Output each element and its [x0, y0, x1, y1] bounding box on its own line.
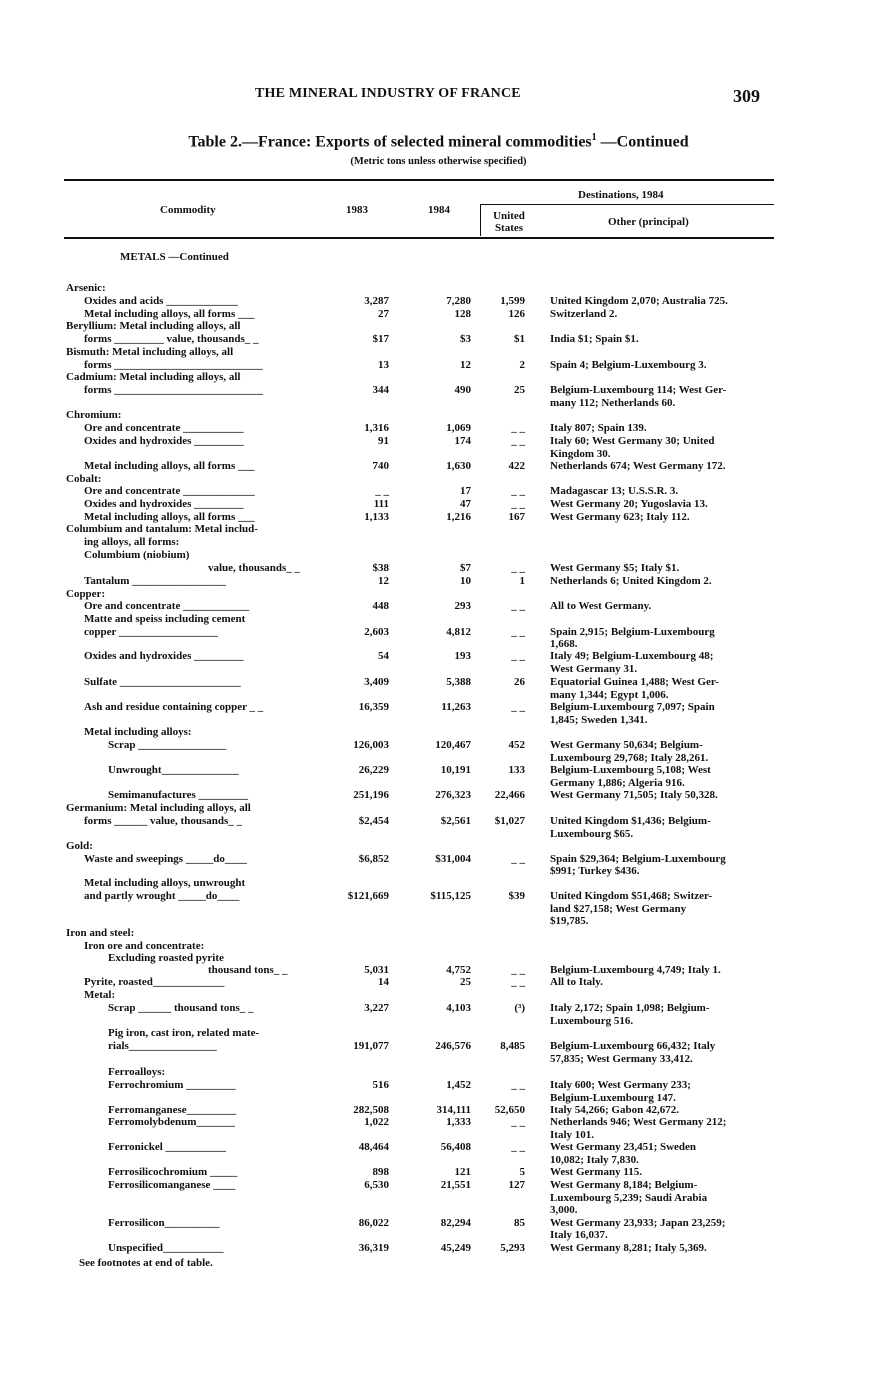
commodity-cell: Columbium and tantalum: Metal includ- [66, 523, 258, 535]
commodity-cell: Beryllium: Metal including alloys, all [66, 320, 241, 332]
value-1983-cell: 740 [372, 460, 389, 472]
footnote-note: See footnotes at end of table. [79, 1257, 213, 1269]
value-1983-cell: 126,003 [353, 739, 389, 751]
value-1983-cell: 1,316 [364, 422, 389, 434]
commodity-cell: forms _________ value, thousands_ _ [84, 333, 259, 345]
value-1984-cell: 1,069 [446, 422, 471, 434]
table-row [0, 1116, 877, 1129]
commodity-cell: Pyrite, roasted_____________ [84, 976, 225, 988]
table-subtitle: (Metric tons unless otherwise specified) [350, 156, 527, 167]
table-row [0, 840, 877, 853]
commodity-cell: Ferrochromium _________ [108, 1079, 236, 1091]
table-row [0, 1166, 877, 1179]
col-header-1984: 1984 [428, 204, 450, 216]
running-title: THE MINERAL INDUSTRY OF FRANCE [255, 86, 521, 101]
commodity-cell: Copper: [66, 588, 106, 600]
commodity-cell: Oxides and acids _____________ [84, 295, 238, 307]
commodity-cell: Metal including alloys, all forms ___ [84, 511, 255, 523]
commodity-cell: forms ___________________________ [84, 359, 263, 371]
other-destinations-cell: Italy 60; West Germany 30; United [550, 435, 715, 447]
table-title-text: Table 2.—France: Exports of selected mineral commodities [188, 133, 592, 151]
value-1984-cell: 82,294 [440, 1217, 471, 1229]
table-row [0, 1040, 877, 1053]
value-1984-cell: 4,752 [446, 964, 471, 976]
other-destinations-cell: West Germany 8,184; Belgium- [550, 1179, 698, 1191]
other-destinations-cell: United Kingdom $1,436; Belgium- [550, 815, 711, 827]
other-destinations-cell: Luxembourg $65. [550, 828, 634, 840]
table-row [0, 346, 877, 359]
value-1984-cell: 45,249 [440, 1242, 471, 1254]
commodity-cell: forms ______ value, thousands_ _ [84, 815, 242, 827]
table-row [0, 600, 877, 613]
value-1983-cell: 48,464 [358, 1141, 389, 1153]
value-1984-cell: 21,551 [440, 1179, 471, 1191]
commodity-cell: Bismuth: Metal including alloys, all [66, 346, 234, 358]
value-1983-cell: 1,133 [364, 511, 389, 523]
other-destinations-cell: West Germany $5; Italy $1. [550, 562, 680, 574]
commodity-cell: Ferrosilicochromium _____ [108, 1166, 238, 1178]
commodity-cell: ing alloys, all forms: [84, 536, 180, 548]
value-1984-cell: $7 [460, 562, 471, 574]
value-1984-cell: 5,388 [446, 676, 471, 688]
table-row [0, 1204, 877, 1217]
value-1984-cell: 17 [460, 485, 471, 497]
value-1983-cell: 111 [373, 498, 389, 510]
us-destination-cell: _ _ [511, 1079, 525, 1091]
destinations-rule [480, 204, 774, 205]
commodity-cell: Pig iron, cast iron, related mate- [108, 1027, 260, 1039]
us-destination-cell: 5,293 [500, 1242, 525, 1254]
us-destination-cell: _ _ [511, 853, 525, 865]
value-1984-cell: 128 [454, 308, 471, 320]
other-destinations-cell: India $1; Spain $1. [550, 333, 639, 345]
table-row [0, 575, 877, 588]
us-destination-cell: _ _ [511, 976, 525, 988]
value-1984-cell: 490 [454, 384, 471, 396]
other-destinations-cell: United Kingdom $51,468; Switzer- [550, 890, 713, 902]
other-destinations-cell: 1,845; Sweden 1,341. [550, 714, 648, 726]
other-destinations-cell: Belgium-Luxembourg 4,749; Italy 1. [550, 964, 721, 976]
value-1983-cell: 2,603 [364, 626, 389, 638]
table-row [0, 927, 877, 940]
other-destinations-cell: 57,835; West Germany 33,412. [550, 1053, 693, 1065]
table-row [0, 333, 877, 346]
value-1984-cell: 47 [460, 498, 471, 510]
other-destinations-cell: Spain $29,364; Belgium-Luxembourg [550, 853, 726, 865]
table-row [0, 877, 877, 890]
commodity-cell: Metal including alloys, unwrought [84, 877, 246, 889]
other-destinations-cell: many 1,344; Egypt 1,006. [550, 689, 669, 701]
value-1984-cell: 10 [460, 575, 471, 587]
table-row [0, 650, 877, 663]
table-row [0, 739, 877, 752]
us-destination-cell: 126 [508, 308, 525, 320]
other-destinations-cell: Kingdom 30. [550, 448, 611, 460]
value-1983-cell: 251,196 [353, 789, 389, 801]
other-destinations-cell: Italy 16,037. [550, 1229, 608, 1241]
commodity-cell: Scrap ______ thousand tons_ _ [108, 1002, 254, 1014]
commodity-cell: Germanium: Metal including alloys, all [66, 802, 251, 814]
other-destinations-cell: Luxembourg 29,768; Italy 28,261. [550, 752, 709, 764]
value-1983-cell: 27 [378, 308, 389, 320]
us-destination-cell: _ _ [511, 701, 525, 713]
commodity-cell: rials________________ [108, 1040, 217, 1052]
col-header-1983: 1983 [346, 204, 368, 216]
value-1984-cell: 193 [454, 650, 471, 662]
value-1984-cell: $3 [460, 333, 471, 345]
value-1983-cell: 16,359 [358, 701, 389, 713]
value-1983-cell: 26,229 [358, 764, 389, 776]
commodity-cell: Cobalt: [66, 473, 102, 485]
other-destinations-cell: Germany 1,886; Algeria 916. [550, 777, 685, 789]
value-1984-cell: 1,452 [446, 1079, 471, 1091]
us-destination-cell: 452 [508, 739, 525, 751]
us-destination-cell: (³) [514, 1002, 525, 1014]
table-row [0, 701, 877, 714]
commodity-cell: Cadmium: Metal including alloys, all [66, 371, 241, 383]
value-1984-cell: 25 [460, 976, 471, 988]
value-1983-cell: 14 [378, 976, 389, 988]
table-row [0, 1027, 877, 1040]
commodity-cell: Tantalum _________________ [84, 575, 226, 587]
value-1983-cell: 344 [372, 384, 389, 396]
value-1983-cell: $6,852 [358, 853, 389, 865]
table-row [0, 764, 877, 777]
commodity-cell: Ferromolybdenum_______ [108, 1116, 235, 1128]
table-row [0, 295, 877, 308]
value-1984-cell: 12 [460, 359, 471, 371]
table-row [0, 726, 877, 739]
col-header-commodity: Commodity [160, 204, 216, 216]
commodity-cell: Excluding roasted pyrite [108, 952, 224, 964]
table-row [0, 976, 877, 989]
table-row [0, 498, 877, 511]
other-destinations-cell: Italy 600; West Germany 233; [550, 1079, 691, 1091]
commodity-cell: Ferrosilicomanganese ____ [108, 1179, 236, 1191]
value-1984-cell: 7,280 [446, 295, 471, 307]
us-destination-cell: 8,485 [500, 1040, 525, 1052]
value-1984-cell: 246,576 [435, 1040, 471, 1052]
commodity-cell: Oxides and hydroxides _________ [84, 498, 244, 510]
table-row [0, 1179, 877, 1192]
commodity-cell: value, thousands_ _ [208, 562, 301, 574]
table-row [0, 989, 877, 1002]
commodity-cell: Waste and sweepings _____do____ [84, 853, 247, 865]
commodity-cell: Oxides and hydroxides _________ [84, 435, 244, 447]
table-row [0, 282, 877, 295]
other-destinations-cell: Luxembourg 5,239; Saudi Arabia [550, 1192, 708, 1204]
col-header-destinations: Destinations, 1984 [578, 189, 664, 201]
other-destinations-cell: Italy 54,266; Gabon 42,672. [550, 1104, 679, 1116]
value-1983-cell: 191,077 [353, 1040, 389, 1052]
us-destination-cell: $39 [508, 890, 525, 902]
commodity-cell: Ferronickel ___________ [108, 1141, 227, 1153]
commodity-cell: Chromium: [66, 409, 122, 421]
value-1984-cell: $115,125 [430, 890, 471, 902]
table-row [0, 1066, 877, 1079]
us-destination-cell: _ _ [511, 600, 525, 612]
us-destination-cell: _ _ [511, 964, 525, 976]
us-destination-cell: 422 [508, 460, 525, 472]
commodity-cell: Ferrosilicon__________ [108, 1217, 220, 1229]
us-destination-cell: _ _ [511, 650, 525, 662]
value-1983-cell: 3,287 [364, 295, 389, 307]
value-1984-cell: 121 [454, 1166, 471, 1178]
commodity-cell: Ore and concentrate ____________ [84, 600, 250, 612]
footnote-marker: 1 [591, 132, 597, 143]
value-1983-cell: 86,022 [358, 1217, 389, 1229]
table-row [0, 815, 877, 828]
table-row [0, 613, 877, 626]
commodity-cell: Ash and residue containing copper _ _ [84, 701, 264, 713]
table-row [0, 1242, 877, 1255]
other-destinations-cell: Belgium-Luxembourg 147. [550, 1092, 676, 1104]
other-destinations-cell: West Germany 50,634; Belgium- [550, 739, 703, 751]
us-column-divider [480, 204, 481, 236]
commodity-cell: Columbium (niobium) [84, 549, 190, 561]
commodity-cell: Ore and concentrate _____________ [84, 485, 255, 497]
us-destination-cell: _ _ [511, 435, 525, 447]
other-destinations-cell: $991; Turkey $436. [550, 865, 640, 877]
table-row [0, 435, 877, 448]
other-destinations-cell: Italy 101. [550, 1129, 594, 1141]
commodity-cell: Matte and speiss including cement [84, 613, 246, 625]
table-row [0, 384, 877, 397]
other-destinations-cell: Netherlands 946; West Germany 212; [550, 1116, 727, 1128]
other-destinations-cell: Madagascar 13; U.S.S.R. 3. [550, 485, 679, 497]
value-1984-cell: $31,004 [435, 853, 471, 865]
other-destinations-cell: Equatorial Guinea 1,488; West Ger- [550, 676, 719, 688]
col-header-us-line1: United [493, 210, 525, 222]
value-1983-cell: 91 [378, 435, 389, 447]
value-1983-cell: 12 [378, 575, 389, 587]
value-1983-cell: 1,022 [364, 1116, 389, 1128]
commodity-cell: Ferromanganese_________ [108, 1104, 237, 1116]
table-row [0, 802, 877, 815]
value-1983-cell: 5,031 [364, 964, 389, 976]
table-row [0, 371, 877, 384]
table-row [0, 1079, 877, 1092]
other-destinations-cell: Netherlands 6; United Kingdom 2. [550, 575, 712, 587]
value-1984-cell: $2,561 [440, 815, 471, 827]
us-destination-cell: _ _ [511, 1116, 525, 1128]
top-rule [64, 179, 774, 181]
table-row [0, 251, 877, 264]
other-destinations-cell: West Germany 20; Yugoslavia 13. [550, 498, 708, 510]
other-destinations-cell: Netherlands 674; West Germany 172. [550, 460, 726, 472]
commodity-cell: Semimanufactures _________ [108, 789, 249, 801]
table-row [0, 536, 877, 549]
commodity-cell: Iron and steel: [66, 927, 135, 939]
us-destination-cell: _ _ [511, 1141, 525, 1153]
us-destination-cell: 22,466 [494, 789, 525, 801]
other-destinations-cell: 1,668. [550, 638, 578, 650]
other-destinations-cell: Italy 807; Spain 139. [550, 422, 647, 434]
col-header-other: Other (principal) [608, 216, 689, 228]
other-destinations-cell: Italy 49; Belgium-Luxembourg 48; [550, 650, 714, 662]
table-row [0, 890, 877, 903]
value-1983-cell: $38 [372, 562, 389, 574]
other-destinations-cell: West Germany 71,505; Italy 50,328. [550, 789, 718, 801]
other-destinations-cell: Spain 4; Belgium-Luxembourg 3. [550, 359, 707, 371]
value-1984-cell: 4,103 [446, 1002, 471, 1014]
col-header-us-line2: States [494, 222, 524, 234]
value-1983-cell: $121,669 [347, 890, 389, 902]
us-destination-cell: $1,027 [494, 815, 525, 827]
table-row [0, 409, 877, 422]
us-destination-cell: _ _ [511, 485, 525, 497]
other-destinations-cell: West Germany 23,933; Japan 23,259; [550, 1217, 726, 1229]
value-1983-cell: $2,454 [358, 815, 389, 827]
table-row [0, 523, 877, 536]
us-destination-cell: 25 [514, 384, 525, 396]
commodity-cell: METALS —Continued [120, 251, 229, 263]
table-row [0, 676, 877, 689]
value-1984-cell: 293 [454, 600, 471, 612]
commodity-cell: forms ___________________________ [84, 384, 263, 396]
other-destinations-cell: Switzerland 2. [550, 308, 618, 320]
other-destinations-cell: $19,785. [550, 915, 589, 927]
commodity-cell: and partly wrought _____do____ [84, 890, 240, 902]
other-destinations-cell: West Germany 115. [550, 1166, 642, 1178]
us-destination-cell: 85 [514, 1217, 525, 1229]
commodity-cell: Sulfate ______________________ [84, 676, 241, 688]
value-1984-cell: 1,216 [446, 511, 471, 523]
value-1983-cell: $17 [372, 333, 389, 345]
value-1984-cell: 56,408 [440, 1141, 471, 1153]
other-destinations-cell: many 112; Netherlands 60. [550, 397, 676, 409]
other-destinations-cell: West Germany 8,281; Italy 5,369. [550, 1242, 707, 1254]
value-1984-cell: 174 [454, 435, 471, 447]
value-1983-cell: _ _ [375, 485, 389, 497]
us-destination-cell: $1 [514, 333, 525, 345]
other-destinations-cell: All to Italy. [550, 976, 603, 988]
other-destinations-cell: All to West Germany. [550, 600, 652, 612]
value-1984-cell: 11,263 [441, 701, 471, 713]
table-row [0, 422, 877, 435]
value-1983-cell: 54 [378, 650, 389, 662]
value-1983-cell: 13 [378, 359, 389, 371]
value-1983-cell: 3,409 [364, 676, 389, 688]
us-destination-cell: 52,650 [494, 1104, 525, 1116]
commodity-cell: thousand tons_ _ [208, 964, 288, 976]
us-destination-cell: _ _ [511, 498, 525, 510]
value-1983-cell: 448 [372, 600, 389, 612]
value-1984-cell: 120,467 [435, 739, 471, 751]
us-destination-cell: 167 [508, 511, 525, 523]
us-destination-cell: 133 [508, 764, 525, 776]
other-destinations-cell: West Germany 31. [550, 663, 638, 675]
col-header-united-states [482, 210, 536, 234]
commodity-cell: Ferroalloys: [108, 1066, 166, 1078]
value-1983-cell: 516 [372, 1079, 389, 1091]
commodity-cell: Metal including alloys, all forms ___ [84, 460, 255, 472]
other-destinations-cell: Belgium-Luxembourg 114; West Ger- [550, 384, 727, 396]
table-row [0, 1002, 877, 1015]
commodity-cell: Unwrought______________ [108, 764, 239, 776]
us-destination-cell: 5 [519, 1166, 525, 1178]
other-destinations-cell: Spain 2,915; Belgium-Luxembourg [550, 626, 715, 638]
commodity-cell: Iron ore and concentrate: [84, 940, 205, 952]
us-destination-cell: _ _ [511, 562, 525, 574]
commodity-cell: Metal: [84, 989, 116, 1001]
us-destination-cell: _ _ [511, 626, 525, 638]
table-row [0, 562, 877, 575]
commodity-cell: Arsenic: [66, 282, 106, 294]
other-destinations-cell: Italy 2,172; Spain 1,098; Belgium- [550, 1002, 710, 1014]
value-1984-cell: 314,111 [436, 1104, 471, 1116]
table-row [0, 549, 877, 562]
commodity-cell: Scrap ________________ [108, 739, 227, 751]
us-destination-cell: 1 [519, 575, 525, 587]
value-1983-cell: 898 [372, 1166, 389, 1178]
commodity-cell: Ore and concentrate ___________ [84, 422, 244, 434]
commodity-cell: Gold: [66, 840, 93, 852]
other-destinations-cell: land $27,158; West Germany [550, 903, 687, 915]
commodity-cell: Metal including alloys, all forms ___ [84, 308, 255, 320]
page-number: 309 [733, 86, 760, 106]
header-bottom-rule [64, 237, 774, 239]
other-destinations-cell: West Germany 623; Italy 112. [550, 511, 690, 523]
us-destination-cell: _ _ [511, 422, 525, 434]
table-row [0, 460, 877, 473]
us-destination-cell: 2 [519, 359, 525, 371]
value-1984-cell: 1,630 [446, 460, 471, 472]
table-row [0, 485, 877, 498]
commodity-cell: Metal including alloys: [84, 726, 192, 738]
other-destinations-cell: 3,000. [550, 1204, 578, 1216]
table-title-suffix: —Continued [596, 133, 689, 151]
us-destination-cell: 26 [514, 676, 525, 688]
value-1983-cell: 3,227 [364, 1002, 389, 1014]
value-1983-cell: 6,530 [364, 1179, 389, 1191]
other-destinations-cell: West Germany 23,451; Sweden [550, 1141, 697, 1153]
commodity-cell: Oxides and hydroxides _________ [84, 650, 244, 662]
other-destinations-cell: United Kingdom 2,070; Australia 725. [550, 295, 728, 307]
other-destinations-cell: Belgium-Luxembourg 5,108; West [550, 764, 711, 776]
value-1984-cell: 4,812 [446, 626, 471, 638]
table-row [0, 663, 877, 676]
table-row [0, 1053, 877, 1066]
us-destination-cell: 127 [508, 1179, 525, 1191]
value-1983-cell: 36,319 [358, 1242, 389, 1254]
table-row [0, 789, 877, 802]
value-1984-cell: 10,191 [440, 764, 471, 776]
other-destinations-cell: Belgium-Luxembourg 66,432; Italy [550, 1040, 716, 1052]
table-row [0, 320, 877, 333]
commodity-cell: Unspecified___________ [108, 1242, 224, 1254]
value-1983-cell: 282,508 [353, 1104, 389, 1116]
value-1984-cell: 1,333 [446, 1116, 471, 1128]
table-title [0, 132, 877, 151]
table-row [0, 1229, 877, 1242]
table-row [0, 1141, 877, 1154]
us-destination-cell: 1,599 [500, 295, 525, 307]
value-1984-cell: 276,323 [435, 789, 471, 801]
commodity-cell: copper __________________ [84, 626, 218, 638]
other-destinations-cell: 10,082; Italy 7,830. [550, 1154, 639, 1166]
other-destinations-cell: Luxembourg 516. [550, 1015, 634, 1027]
other-destinations-cell: Belgium-Luxembourg 7,097; Spain [550, 701, 715, 713]
